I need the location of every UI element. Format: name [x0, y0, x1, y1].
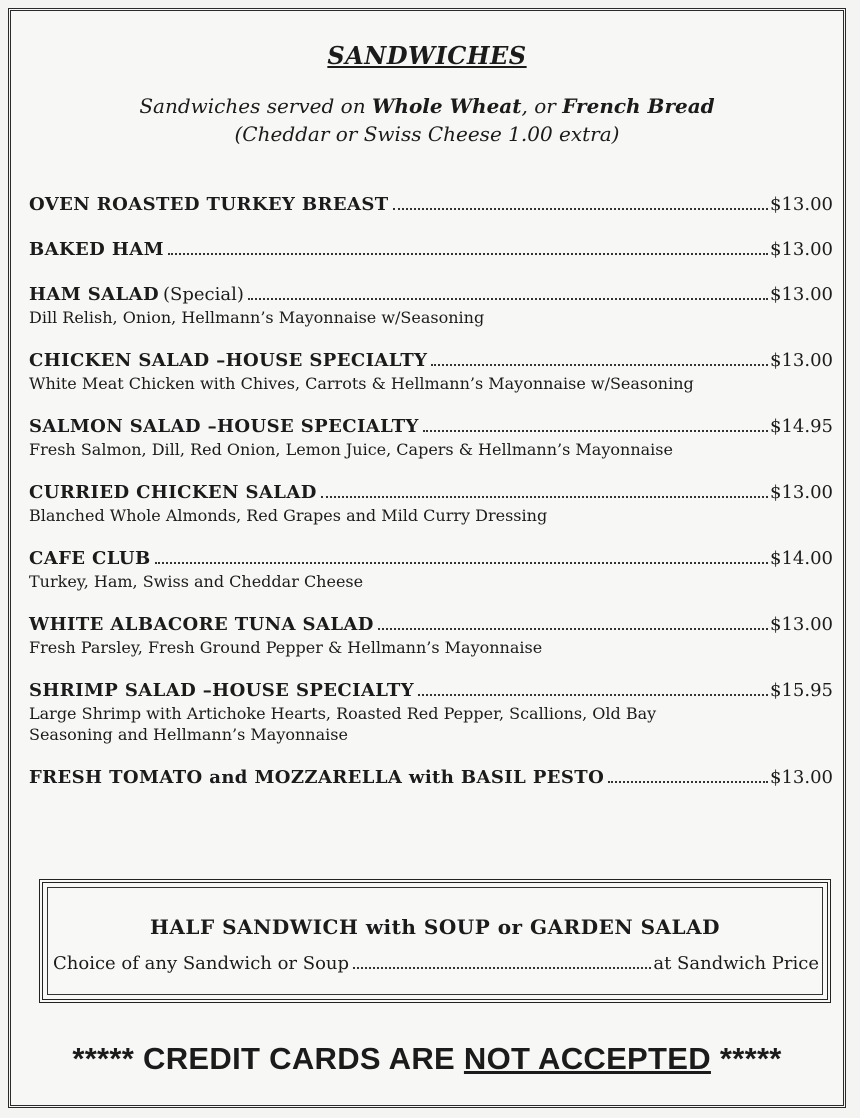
- menu-item-row: [29, 283, 833, 307]
- menu-item-price: $15.95: [770, 680, 833, 701]
- menu-item-price: $13.00: [770, 284, 833, 305]
- menu-item: [29, 481, 833, 526]
- menu-item-name: SALMON SALAD –HOUSE SPECIALTY: [29, 416, 419, 437]
- menu-page: [8, 8, 846, 1108]
- dot-leader: [353, 967, 651, 969]
- menu-item-description: Large Shrimp with Artichoke Hearts, Roasted Red Pepper, Scallions, Old Bay: [29, 704, 657, 723]
- menu-item-row: [29, 766, 833, 790]
- menu-item-name: SHRIMP SALAD –HOUSE SPECIALTY: [29, 680, 414, 701]
- dot-leader: [248, 298, 768, 300]
- dot-leader: [393, 208, 768, 210]
- menu-item: [29, 238, 833, 262]
- menu-item-name: BAKED HAM: [29, 239, 164, 260]
- half-sandwich-inner-border: [47, 887, 823, 995]
- menu-header: [11, 41, 843, 148]
- menu-item-price: $13.00: [770, 482, 833, 503]
- credit-card-notice: [11, 1041, 843, 1077]
- menu-item: [29, 283, 833, 328]
- menu-item-row: [29, 349, 833, 373]
- menu-item-row: [29, 238, 833, 262]
- menu-item-name: OVEN ROASTED TURKEY BREAST: [29, 194, 389, 215]
- menu-item: [29, 679, 833, 745]
- dot-leader: [418, 694, 768, 696]
- menu-item-name: CHICKEN SALAD –HOUSE SPECIALTY: [29, 350, 428, 371]
- menu-item-price: $14.95: [770, 416, 833, 437]
- menu-item-name: FRESH TOMATO and MOZZARELLA with BASIL PESTO: [29, 767, 605, 788]
- dot-leader: [608, 781, 768, 783]
- bread-whole-wheat: Whole Wheat: [371, 94, 522, 118]
- half-sandwich-title: HALF SANDWICH with SOUP or GARDEN SALAD: [150, 915, 720, 939]
- menu-item-description: White Meat Chicken with Chives, Carrots & Hellmann’s Mayonnaise w/Seasoning: [29, 374, 694, 393]
- menu-item-description: Dill Relish, Onion, Hellmann’s Mayonnaise w/Seasoning: [29, 308, 485, 327]
- dot-leader: [423, 430, 768, 432]
- menu-item-row: [29, 415, 833, 439]
- dot-leader: [168, 253, 768, 255]
- bread-prefix: Sandwiches served on: [139, 94, 372, 118]
- menu-item-name: CURRIED CHICKEN SALAD: [29, 482, 317, 503]
- menu-item-price: $13.00: [770, 350, 833, 371]
- menu-item-description: Seasoning and Hellmann’s Mayonnaise: [29, 725, 348, 744]
- menu-item: [29, 415, 833, 460]
- dot-leader: [321, 496, 768, 498]
- menu-item: [29, 613, 833, 658]
- menu-item-price: $13.00: [770, 239, 833, 260]
- menu-item-name: WHITE ALBACORE TUNA SALAD: [29, 614, 374, 635]
- menu-item-name: CAFE CLUB: [29, 548, 151, 569]
- menu-item: [29, 349, 833, 394]
- dot-leader: [431, 364, 768, 366]
- menu-item: [29, 547, 833, 592]
- menu-item-row: [29, 193, 833, 217]
- credit-prefix: ***** CREDIT CARDS ARE: [72, 1041, 464, 1076]
- dot-leader: [155, 562, 768, 564]
- menu-item-price: $13.00: [770, 614, 833, 635]
- half-sandwich-price: at Sandwich Price: [653, 953, 819, 974]
- bread-french: French Bread: [562, 94, 715, 118]
- menu-item-row: [29, 613, 833, 637]
- menu-item: [29, 193, 833, 217]
- section-title: SANDWICHES: [327, 41, 527, 70]
- menu-item-price: $13.00: [770, 767, 833, 788]
- menu-item-row: [29, 679, 833, 703]
- menu-item-description: Turkey, Ham, Swiss and Cheddar Cheese: [29, 572, 364, 591]
- menu-item: [29, 766, 833, 790]
- menu-item-description: Fresh Parsley, Fresh Ground Pepper & Hellmann’s Mayonnaise: [29, 638, 543, 657]
- menu-item-description: Blanched Whole Almonds, Red Grapes and Mild Curry Dressing: [29, 506, 548, 525]
- menu-item-price: $14.00: [770, 548, 833, 569]
- menu-item-note: (Special): [162, 284, 244, 305]
- sandwich-list: [29, 193, 833, 811]
- menu-item-row: [29, 547, 833, 571]
- bread-options: [11, 92, 843, 148]
- half-sandwich-row: [53, 953, 819, 974]
- dot-leader: [378, 628, 768, 630]
- half-sandwich-box: [39, 879, 831, 1003]
- cheese-extra-note: (Cheddar or Swiss Cheese 1.00 extra): [234, 122, 620, 146]
- half-sandwich-choice: Choice of any Sandwich or Soup: [53, 953, 350, 974]
- bread-mid: , or: [521, 94, 563, 118]
- menu-item-description: Fresh Salmon, Dill, Red Onion, Lemon Juice, Capers & Hellmann’s Mayonnaise: [29, 440, 673, 459]
- credit-not-accepted: NOT ACCEPTED: [463, 1041, 711, 1076]
- credit-suffix: *****: [710, 1041, 782, 1076]
- menu-item-row: [29, 481, 833, 505]
- menu-item-price: $13.00: [770, 194, 833, 215]
- menu-item-name: HAM SALAD: [29, 284, 159, 305]
